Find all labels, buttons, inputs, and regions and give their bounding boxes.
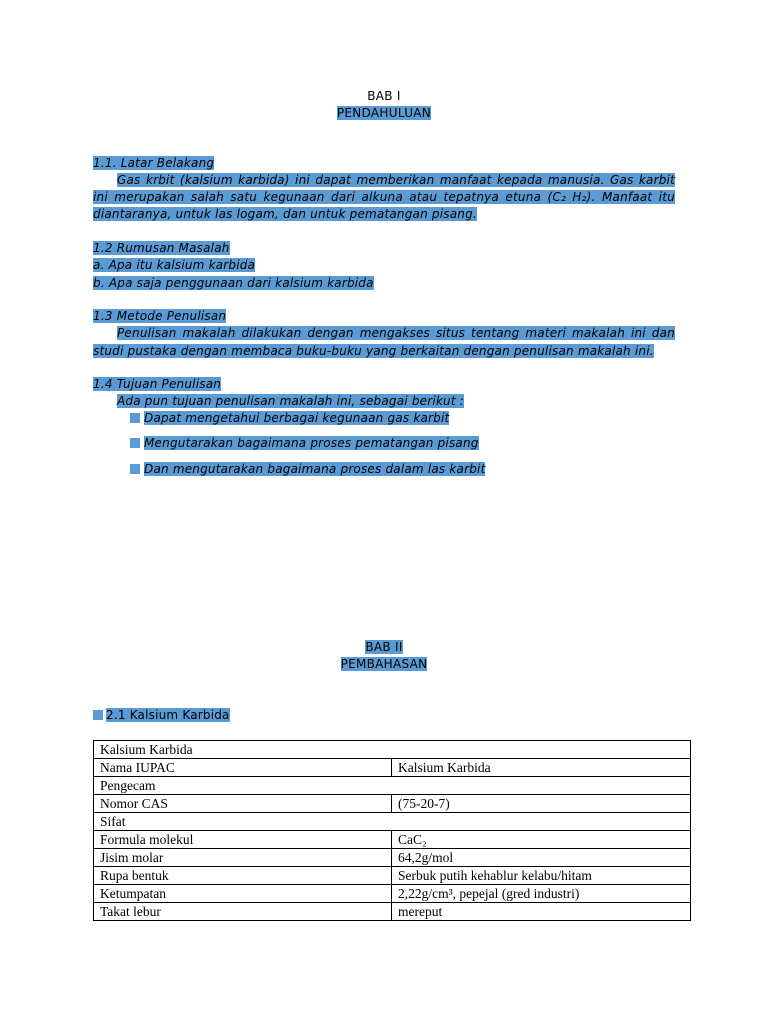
table-row [94, 885, 691, 903]
table-cell: Sifat [94, 813, 691, 831]
bullet-icon [130, 464, 140, 474]
paragraph-line: Ada pun tujuan penulisan makalah ini, sebagai berikut : [117, 394, 465, 408]
table-cell: Rupa bentuk [94, 867, 392, 885]
section-1-2-heading: 1.2 Rumusan Masalah [93, 241, 230, 255]
bullet-icon [130, 438, 140, 448]
section-1-3-heading: 1.3 Metode Penulisan [93, 309, 227, 323]
table-row [94, 849, 691, 867]
table-cell: Ketumpatan [94, 885, 392, 903]
table-cell: Pengecam [94, 777, 691, 795]
paragraph-line: studi pustaka dengan membaca buku-buku yang berkaitan dengan penulisan makalah ini. [93, 344, 654, 358]
section-1-1-heading: 1.1. Latar Belakang [93, 156, 215, 170]
list-item: a. Apa itu kalsium karbida [93, 258, 256, 272]
bullet-icon [130, 413, 140, 423]
table-cell: 64,2g/mol [392, 849, 691, 867]
table-cell: Formula molekul [94, 831, 392, 849]
table-cell: Kalsium Karbida [94, 741, 691, 759]
bab2-subtitle: PEMBAHASAN [340, 657, 428, 671]
table-cell: Serbuk putih kehablur kelabu/hitam [392, 867, 691, 885]
table-cell: (75-20-7) [392, 795, 691, 813]
table-cell: Nama IUPAC [94, 759, 392, 777]
bullet-item: Mengutarakan bagaimana proses pematangan pisang [93, 435, 675, 452]
paragraph-line: Gas krbit (kalsium karbida) ini dapat memberikan manfaat kepada manusia. Gas karbit [117, 173, 675, 187]
table-row [94, 759, 691, 777]
bab1-subtitle: PENDAHULUAN [336, 106, 432, 120]
bab1-title: BAB I [367, 89, 401, 103]
table-row [94, 777, 691, 795]
table-row [94, 831, 691, 849]
table-cell: Kalsium Karbida [392, 759, 691, 777]
table-row [94, 813, 691, 831]
table-cell: Takat lebur [94, 903, 392, 921]
table-cell: 2,22g/cm³, pepejal (gred industri) [392, 885, 691, 903]
paragraph-line: Penulisan makalah dilakukan dengan mengakses situs tentang materi makalah ini dan [117, 326, 675, 340]
table-cell: CaC₂ [392, 831, 691, 849]
table-row [94, 903, 691, 921]
table-row [94, 741, 691, 759]
kalsium-karbida-table [93, 740, 691, 921]
table-cell: mereput [392, 903, 691, 921]
table-cell: Nomor CAS [94, 795, 392, 813]
section-1-4-heading: 1.4 Tujuan Penulisan [93, 377, 222, 391]
table-row [94, 867, 691, 885]
bullet-icon [93, 710, 103, 720]
bab2-title: BAB II [365, 640, 403, 654]
table-cell: Jisim molar [94, 849, 392, 867]
bullet-item: Dapat mengetahui berbagai kegunaan gas karbit [93, 410, 675, 427]
list-item: b. Apa saja penggunaan dari kalsium karbida [93, 276, 374, 290]
table-row [94, 795, 691, 813]
section-2-1-heading: 2.1 Kalsium Karbida [93, 707, 675, 724]
paragraph-line: ini merupakan salah satu kegunaan dari alkuna atau tepatnya etuna (C₂ H₂). Manfaat itu [93, 190, 675, 204]
paragraph-line: diantaranya, untuk las logam, dan untuk pematangan pisang. [93, 207, 477, 221]
bullet-item: Dan mengutarakan bagaimana proses dalam las karbit [93, 461, 675, 478]
